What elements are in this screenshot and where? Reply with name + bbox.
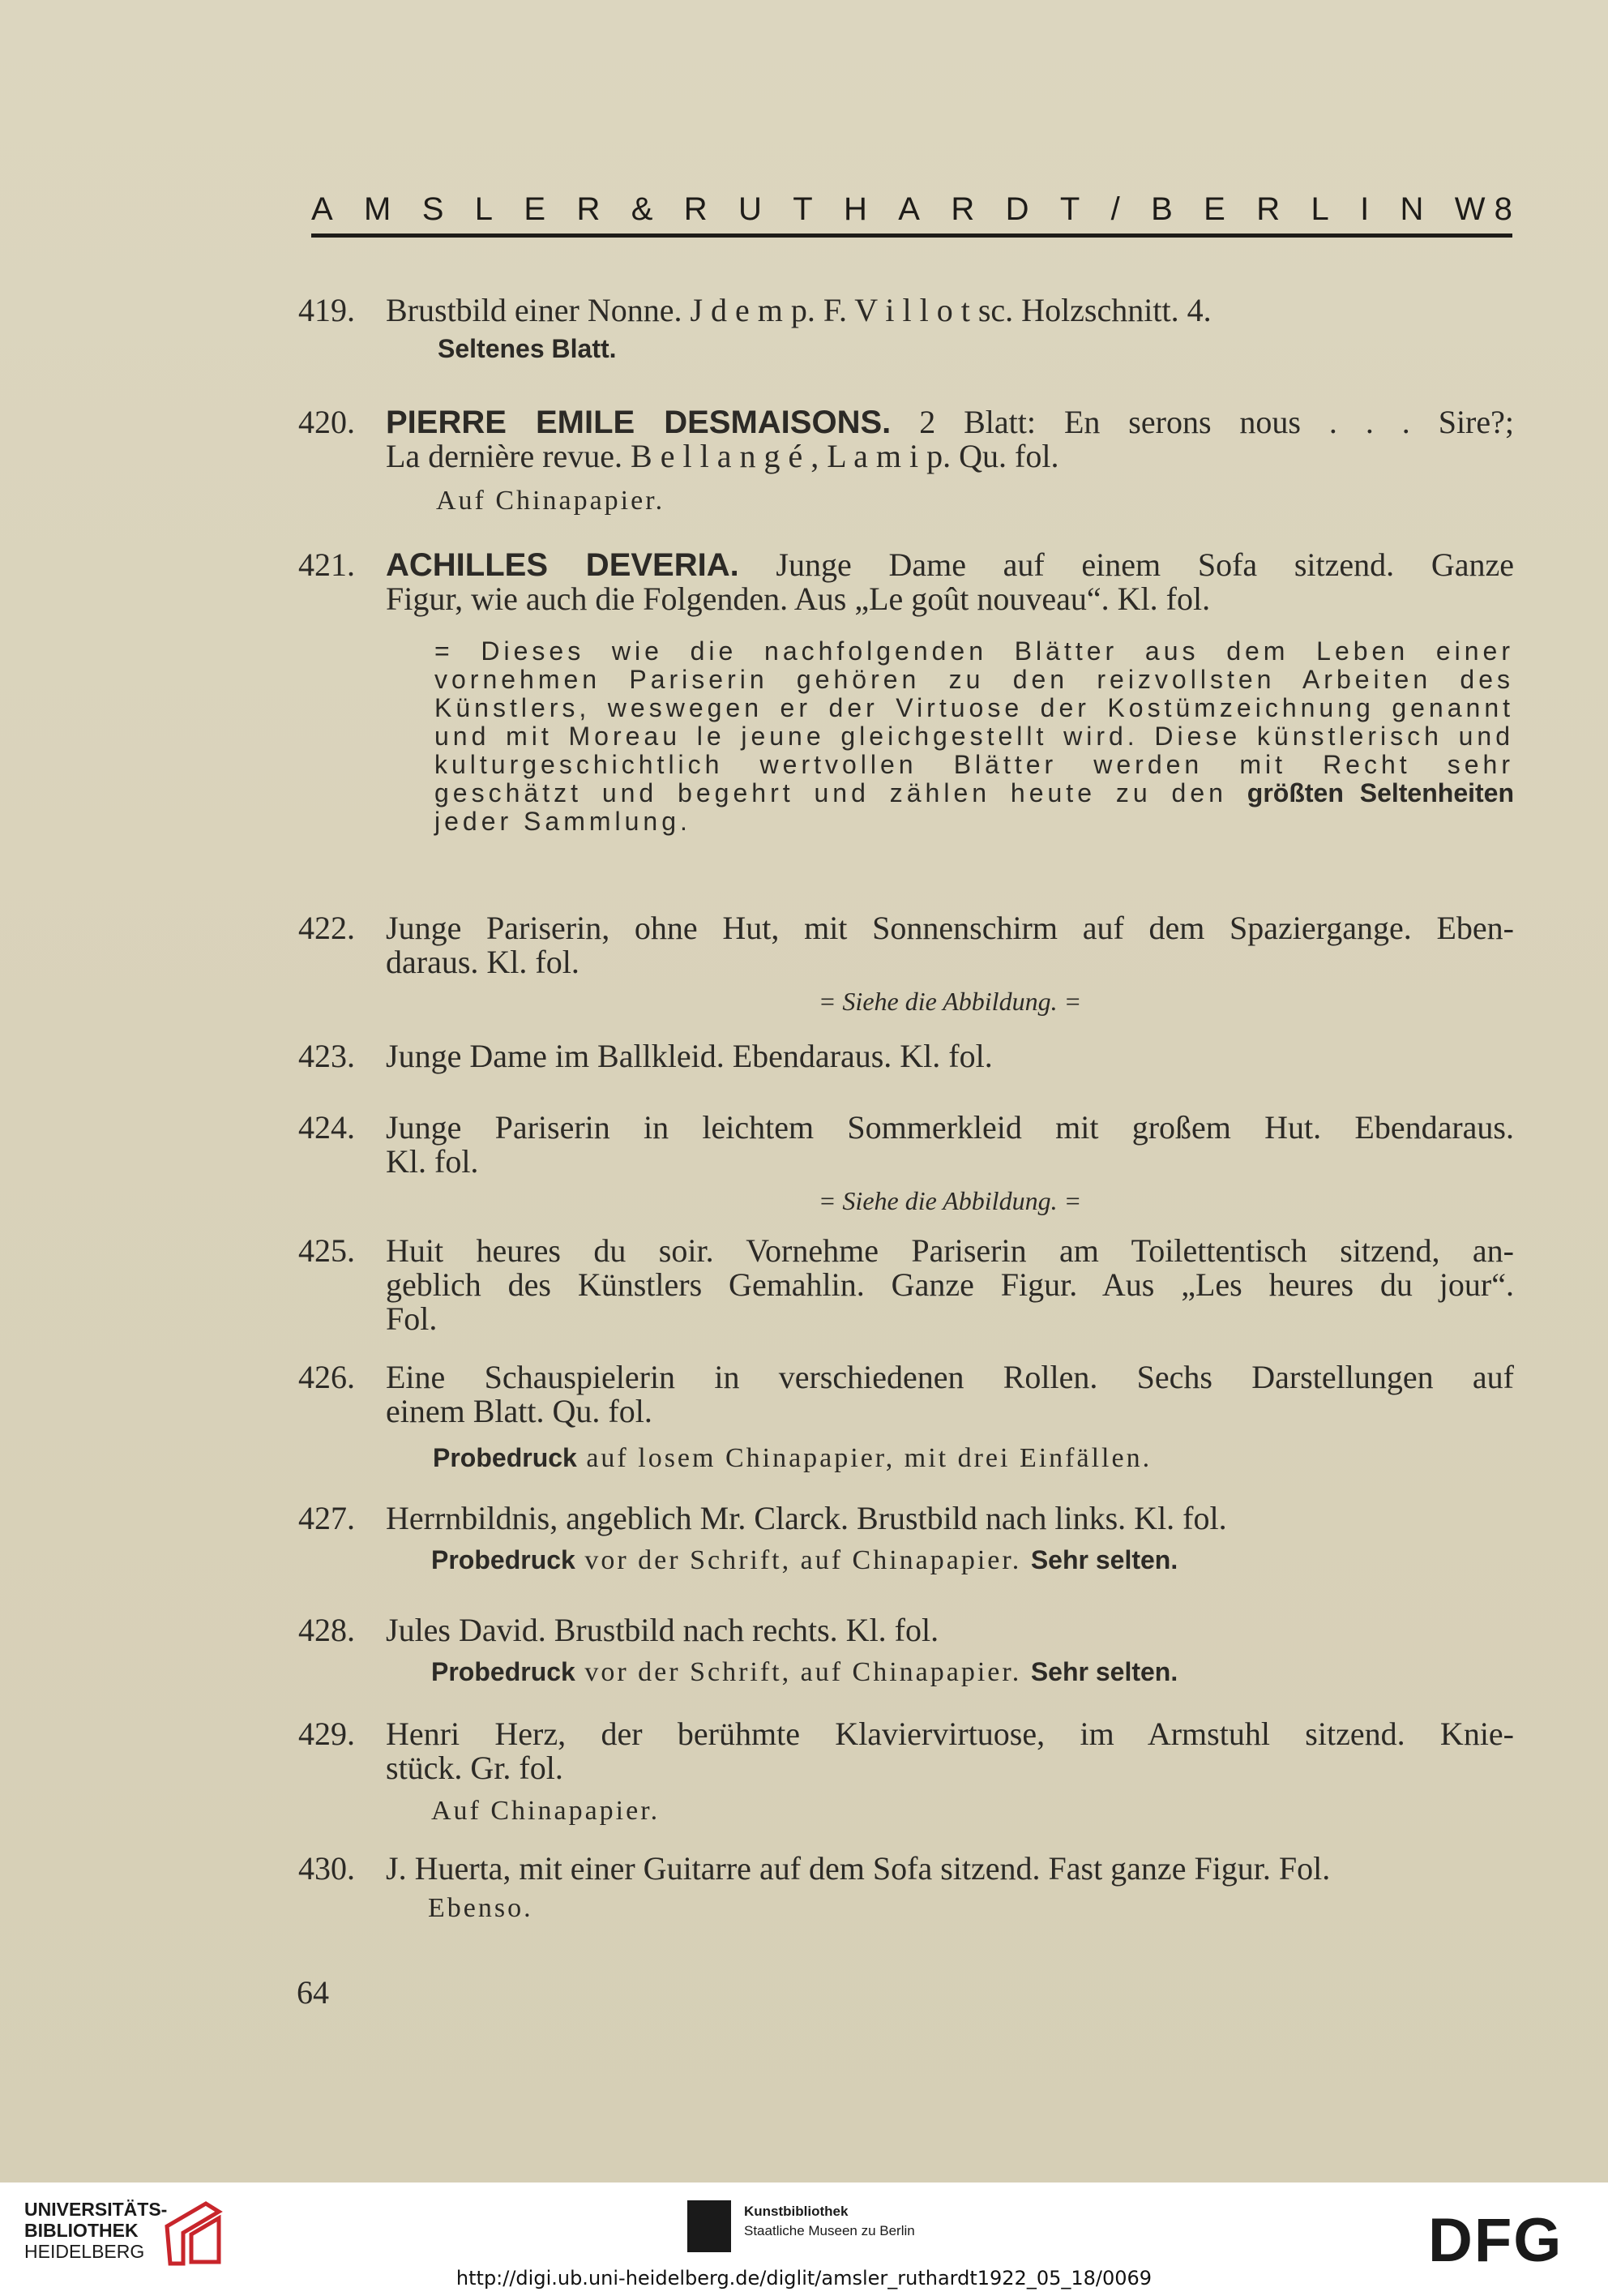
proof-label: Probedruck bbox=[431, 1657, 575, 1686]
header-letter: T bbox=[1059, 191, 1080, 227]
entry-text: Brustbild einer Nonne. J d e m p. F. V i l l o t sc. Holzschnitt. 4. bbox=[386, 292, 1212, 328]
digitization-footer bbox=[0, 2182, 1608, 2296]
catalog-entry-430 bbox=[298, 1852, 1514, 1925]
entry-text: Henri Herz, der berühmte Klaviervirtuose, im Armstuhl sitzend. Knie- bbox=[386, 1716, 1514, 1752]
header-letter: & bbox=[631, 191, 653, 227]
header-letter: T bbox=[793, 191, 813, 227]
entry-number: 428. bbox=[298, 1612, 355, 1648]
catalog-entry-424 bbox=[298, 1111, 1514, 1218]
entry-number: 422. bbox=[298, 910, 355, 946]
commentary-bold: größten Seltenheiten bbox=[1247, 778, 1515, 807]
catalog-entry-428 bbox=[298, 1613, 1514, 1689]
header-letter: E bbox=[1204, 191, 1225, 227]
header-letter: A bbox=[311, 191, 333, 227]
commentary-note bbox=[434, 637, 1514, 836]
catalog-entry-425 bbox=[298, 1234, 1514, 1336]
proof-label: Probedruck bbox=[433, 1443, 577, 1472]
entry-number: 427. bbox=[298, 1500, 355, 1536]
kb-line-1: Kunstbibliothek bbox=[744, 2204, 849, 2219]
artist-name: ACHILLES DEVERIA. bbox=[386, 547, 739, 583]
entry-note: vor der Schrift, auf Chinapapier. bbox=[575, 1545, 1031, 1575]
entry-note: Auf Chinapapier. bbox=[431, 1796, 661, 1826]
kunstbibliothek-logo-text bbox=[744, 2202, 915, 2241]
entry-number: 429. bbox=[298, 1716, 355, 1752]
artist-name: PIERRE EMILE DESMAISONS. bbox=[386, 405, 892, 440]
entry-note: Ebenso. bbox=[428, 1893, 533, 1923]
catalog-entry-419 bbox=[298, 293, 1514, 366]
header-letter: I bbox=[1360, 191, 1370, 227]
entry-text: 2 Blatt: En serons nous . . . Sire?; bbox=[891, 404, 1514, 440]
entry-text: J. Huerta, mit einer Guitarre auf dem Sofa sitzend. Fast ganze Figur. Fol. bbox=[386, 1850, 1331, 1887]
entry-text-line2: geblich des Künstlers Gemahlin. Ganze Figur. Aus „Les heures du jour“. bbox=[386, 1266, 1514, 1303]
catalog-entry-420 bbox=[298, 405, 1514, 517]
see-illustration: = Siehe die Abbildung. = bbox=[818, 1186, 1082, 1215]
entry-text: Huit heures du soir. Vornehme Pariserin am Toilettentisch sitzend, an- bbox=[386, 1232, 1514, 1269]
header-letter: H bbox=[844, 191, 867, 227]
rarity-note: Sehr selten. bbox=[1030, 1545, 1178, 1574]
entry-text: Eine Schauspielerin in verschiedenen Rollen. Sechs Darstellungen auf bbox=[386, 1359, 1514, 1395]
see-illustration: = Siehe die Abbildung. = bbox=[818, 987, 1082, 1016]
header-letter: R bbox=[683, 191, 708, 227]
entry-text: Junge Dame auf einem Sofa sitzend. Ganze bbox=[738, 546, 1514, 583]
permalink-url[interactable]: http://digi.ub.uni-heidelberg.de/diglit/amsler_ruthardt1922_05_18/0069 bbox=[455, 2267, 1153, 2290]
header-letter: / bbox=[1110, 191, 1120, 227]
entry-text-cont: La dernière revue. B e l l a n g é , L a m i p. Qu. fol. bbox=[386, 438, 1059, 474]
kb-line-2: Staatliche Museen zu Berlin bbox=[744, 2223, 915, 2238]
entry-text: Herrnbildnis, angeblich Mr. Clarck. Brustbild nach links. Kl. fol. bbox=[386, 1500, 1227, 1536]
entry-text: Jules David. Brustbild nach rechts. Kl. fol. bbox=[386, 1612, 939, 1648]
catalog-entry-421 bbox=[298, 548, 1514, 836]
header-letter: M bbox=[364, 191, 391, 227]
catalog-entry-427 bbox=[298, 1501, 1514, 1577]
page-number: 64 bbox=[297, 1974, 329, 2011]
header-letter: E bbox=[524, 191, 546, 227]
entry-number: 421. bbox=[298, 546, 355, 583]
running-header bbox=[311, 191, 1512, 228]
header-letter: B bbox=[1151, 191, 1173, 227]
commentary-text-end: jeder Sammlung. bbox=[434, 807, 691, 836]
entry-number: 423. bbox=[298, 1038, 355, 1074]
catalog-entry-429 bbox=[298, 1717, 1514, 1827]
ub-line-3: HEIDELBERG bbox=[24, 2241, 145, 2262]
header-letter: N bbox=[1400, 191, 1424, 227]
entry-text-cont: einem Blatt. Qu. fol. bbox=[386, 1393, 652, 1429]
entry-text-cont: Kl. fol. bbox=[386, 1143, 479, 1180]
entry-number: 425. bbox=[298, 1232, 355, 1269]
header-letter: A bbox=[898, 191, 920, 227]
header-letter: L bbox=[1311, 191, 1329, 227]
entry-text: Junge Pariserin in leichtem Sommerkleid mit großem Hut. Ebendaraus. bbox=[386, 1109, 1514, 1146]
ub-heidelberg-logo-text bbox=[24, 2199, 167, 2262]
ub-line-2: BIBLIOTHEK bbox=[24, 2220, 139, 2241]
entry-number: 430. bbox=[298, 1850, 355, 1887]
rarity-note: Seltenes Blatt. bbox=[438, 334, 617, 363]
catalog-entry-423 bbox=[298, 1039, 1514, 1073]
entry-number: 424. bbox=[298, 1109, 355, 1146]
header-rule bbox=[311, 233, 1512, 238]
dfg-logo: DFG bbox=[1428, 2206, 1563, 2275]
entry-text: Junge Pariserin, ohne Hut, mit Sonnenschirm auf dem Spaziergange. Eben- bbox=[386, 910, 1514, 946]
header-letter: D bbox=[1005, 191, 1029, 227]
header-letter: W 8 bbox=[1454, 191, 1512, 227]
commentary-text: = Dieses wie die nachfolgenden Blätter aus dem Leben einer vornehmen Pariserin gehören zu den reizvollsten Arbeiten des Künstlers, weswegen er der Virtuose der Kostümzeichnung genannt und mit Moreau le jeune gleichgestellt wird. Diese künstlerisch und kulturgeschichtlich wertvollen Blätter werden mit Recht sehr geschätzt und begehrt und zählen heute zu den bbox=[434, 636, 1514, 807]
catalog-entry-422 bbox=[298, 911, 1514, 1018]
catalog-entry-426 bbox=[298, 1360, 1514, 1475]
entry-number: 419. bbox=[298, 292, 355, 328]
rarity-note: Sehr selten. bbox=[1030, 1657, 1178, 1686]
kunstbibliothek-logo-icon bbox=[687, 2200, 731, 2252]
header-letter: L bbox=[474, 191, 494, 227]
entry-note: auf losem Chinapapier, mit drei Einfällen. bbox=[576, 1443, 1153, 1473]
entry-text: Junge Dame im Ballkleid. Ebendaraus. Kl. fol. bbox=[386, 1038, 993, 1074]
header-letter: S bbox=[421, 191, 444, 227]
header-letter: R bbox=[951, 191, 975, 227]
entry-text-cont: Figur, wie auch die Folgenden. Aus „Le goût nouveau“. Kl. fol. bbox=[386, 580, 1211, 617]
entry-text-cont: Fol. bbox=[386, 1300, 438, 1337]
entry-note: Auf Chinapapier. bbox=[436, 486, 665, 516]
entry-text-cont: stück. Gr. fol. bbox=[386, 1750, 563, 1786]
entry-number: 426. bbox=[298, 1359, 355, 1395]
proof-label: Probedruck bbox=[431, 1545, 575, 1574]
entry-note: vor der Schrift, auf Chinapapier. bbox=[575, 1657, 1031, 1687]
entry-number: 420. bbox=[298, 404, 355, 440]
entry-text-cont: daraus. Kl. fol. bbox=[386, 944, 579, 980]
ub-heidelberg-emblem-icon bbox=[159, 2194, 227, 2272]
ub-line-1: UNIVERSITÄTS- bbox=[24, 2199, 168, 2220]
header-letter: R bbox=[576, 191, 601, 227]
header-letter: U bbox=[738, 191, 762, 227]
header-letter: R bbox=[1256, 191, 1281, 227]
